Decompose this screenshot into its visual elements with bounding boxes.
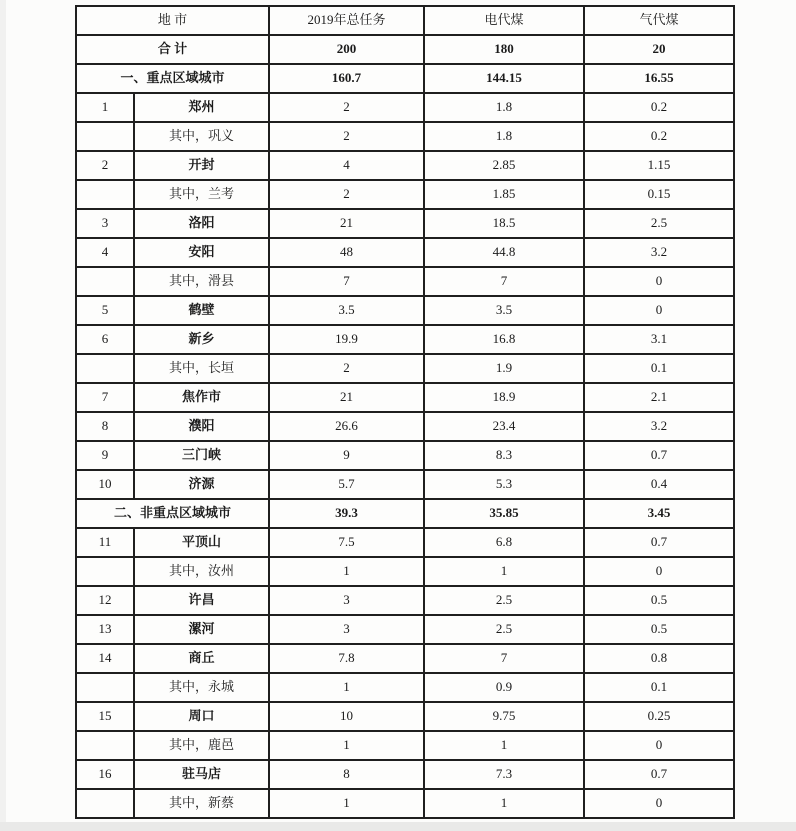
row-number: 11 <box>76 528 134 557</box>
value-gas: 2.5 <box>584 209 734 238</box>
value-gas: 1.15 <box>584 151 734 180</box>
table-row-section <box>76 64 734 93</box>
value-total-task: 1 <box>269 557 424 586</box>
row-number <box>76 180 134 209</box>
row-number: 2 <box>76 151 134 180</box>
table-row-city <box>76 412 734 441</box>
row-label: 一、重点区域城市 <box>76 64 269 93</box>
city-name: 鹤壁 <box>134 296 269 325</box>
value-electricity: 7.3 <box>424 760 584 789</box>
sub-region-name: 其中，永城 <box>134 673 269 702</box>
value-gas: 0.1 <box>584 673 734 702</box>
value-electricity: 1.85 <box>424 180 584 209</box>
value-gas: 0.5 <box>584 615 734 644</box>
row-number <box>76 789 134 818</box>
row-number: 9 <box>76 441 134 470</box>
city-name: 济源 <box>134 470 269 499</box>
table-row-city <box>76 441 734 470</box>
value-total-task: 39.3 <box>269 499 424 528</box>
row-number: 16 <box>76 760 134 789</box>
value-electricity: 2.5 <box>424 615 584 644</box>
city-name: 许昌 <box>134 586 269 615</box>
value-total-task: 2 <box>269 180 424 209</box>
table-row-sub <box>76 557 734 586</box>
table-row-sub <box>76 731 734 760</box>
value-electricity: 16.8 <box>424 325 584 354</box>
value-total-task: 26.6 <box>269 412 424 441</box>
value-gas: 0 <box>584 296 734 325</box>
scan-edge-bottom <box>0 822 796 831</box>
row-number: 3 <box>76 209 134 238</box>
value-electricity: 0.9 <box>424 673 584 702</box>
value-total-task: 3 <box>269 615 424 644</box>
sub-region-name: 其中，兰考 <box>134 180 269 209</box>
row-label: 合 计 <box>76 35 269 64</box>
table-row-city <box>76 615 734 644</box>
value-gas: 16.55 <box>584 64 734 93</box>
table-row-total <box>76 35 734 64</box>
table-row-city <box>76 470 734 499</box>
value-gas: 0 <box>584 557 734 586</box>
value-total-task: 2 <box>269 93 424 122</box>
row-number: 15 <box>76 702 134 731</box>
value-gas: 0 <box>584 789 734 818</box>
value-total-task: 1 <box>269 731 424 760</box>
value-electricity: 1 <box>424 731 584 760</box>
value-total-task: 21 <box>269 383 424 412</box>
value-gas: 3.1 <box>584 325 734 354</box>
value-electricity: 5.3 <box>424 470 584 499</box>
value-electricity: 7 <box>424 644 584 673</box>
column-header-total-task: 2019年总任务 <box>269 6 424 35</box>
table-row-city <box>76 644 734 673</box>
table-row-city <box>76 151 734 180</box>
value-total-task: 3.5 <box>269 296 424 325</box>
value-total-task: 200 <box>269 35 424 64</box>
value-electricity: 18.9 <box>424 383 584 412</box>
sub-region-name: 其中，巩义 <box>134 122 269 151</box>
value-electricity: 1 <box>424 789 584 818</box>
value-total-task: 7.8 <box>269 644 424 673</box>
table-row-sub <box>76 354 734 383</box>
table-row-city <box>76 760 734 789</box>
value-gas: 0 <box>584 731 734 760</box>
row-number <box>76 267 134 296</box>
value-gas: 0.8 <box>584 644 734 673</box>
value-electricity: 44.8 <box>424 238 584 267</box>
table-row-section <box>76 499 734 528</box>
value-total-task: 7 <box>269 267 424 296</box>
value-gas: 0.1 <box>584 354 734 383</box>
row-number: 8 <box>76 412 134 441</box>
city-name: 濮阳 <box>134 412 269 441</box>
value-gas: 3.2 <box>584 238 734 267</box>
coal-replacement-task-table <box>75 5 735 819</box>
row-number: 14 <box>76 644 134 673</box>
table-row-city <box>76 238 734 267</box>
city-name: 郑州 <box>134 93 269 122</box>
city-name: 漯河 <box>134 615 269 644</box>
sub-region-name: 其中，鹿邑 <box>134 731 269 760</box>
value-electricity: 7 <box>424 267 584 296</box>
city-name: 焦作市 <box>134 383 269 412</box>
value-electricity: 2.85 <box>424 151 584 180</box>
table-row-sub <box>76 789 734 818</box>
city-name: 新乡 <box>134 325 269 354</box>
table-row-city <box>76 528 734 557</box>
value-electricity: 9.75 <box>424 702 584 731</box>
value-gas: 20 <box>584 35 734 64</box>
value-gas: 0.15 <box>584 180 734 209</box>
value-total-task: 9 <box>269 441 424 470</box>
value-electricity: 18.5 <box>424 209 584 238</box>
value-total-task: 1 <box>269 673 424 702</box>
value-electricity: 144.15 <box>424 64 584 93</box>
city-name: 洛阳 <box>134 209 269 238</box>
sub-region-name: 其中，滑县 <box>134 267 269 296</box>
city-name: 开封 <box>134 151 269 180</box>
city-name: 平顶山 <box>134 528 269 557</box>
table-row-city <box>76 93 734 122</box>
value-electricity: 180 <box>424 35 584 64</box>
row-number: 12 <box>76 586 134 615</box>
value-total-task: 3 <box>269 586 424 615</box>
value-gas: 0.5 <box>584 586 734 615</box>
table-header-row <box>76 6 734 35</box>
value-total-task: 48 <box>269 238 424 267</box>
table-row-sub <box>76 673 734 702</box>
value-electricity: 6.8 <box>424 528 584 557</box>
table-row-city <box>76 383 734 412</box>
city-name: 三门峡 <box>134 441 269 470</box>
scan-edge-left <box>0 0 6 831</box>
value-electricity: 23.4 <box>424 412 584 441</box>
value-gas: 3.45 <box>584 499 734 528</box>
row-label: 二、非重点区域城市 <box>76 499 269 528</box>
value-electricity: 1.9 <box>424 354 584 383</box>
value-electricity: 8.3 <box>424 441 584 470</box>
table-row-city <box>76 325 734 354</box>
row-number: 4 <box>76 238 134 267</box>
table-row-city <box>76 209 734 238</box>
value-gas: 0.7 <box>584 441 734 470</box>
city-name: 驻马店 <box>134 760 269 789</box>
column-header-electricity: 电代煤 <box>424 6 584 35</box>
value-total-task: 2 <box>269 354 424 383</box>
city-name: 周口 <box>134 702 269 731</box>
value-electricity: 1.8 <box>424 93 584 122</box>
sub-region-name: 其中，长垣 <box>134 354 269 383</box>
row-number <box>76 673 134 702</box>
column-header-city: 地 市 <box>76 6 269 35</box>
value-total-task: 1 <box>269 789 424 818</box>
value-total-task: 10 <box>269 702 424 731</box>
sub-region-name: 其中，汝州 <box>134 557 269 586</box>
row-number: 1 <box>76 93 134 122</box>
value-gas: 0 <box>584 267 734 296</box>
value-total-task: 21 <box>269 209 424 238</box>
value-total-task: 5.7 <box>269 470 424 499</box>
table-row-sub <box>76 267 734 296</box>
column-header-gas: 气代煤 <box>584 6 734 35</box>
value-total-task: 19.9 <box>269 325 424 354</box>
row-number: 7 <box>76 383 134 412</box>
table-row-city <box>76 296 734 325</box>
value-total-task: 2 <box>269 122 424 151</box>
value-gas: 0.2 <box>584 93 734 122</box>
value-electricity: 2.5 <box>424 586 584 615</box>
city-name: 安阳 <box>134 238 269 267</box>
value-gas: 0.2 <box>584 122 734 151</box>
city-name: 商丘 <box>134 644 269 673</box>
table-row-sub <box>76 180 734 209</box>
table-row-sub <box>76 122 734 151</box>
value-total-task: 160.7 <box>269 64 424 93</box>
value-electricity: 1 <box>424 557 584 586</box>
sub-region-name: 其中，新蔡 <box>134 789 269 818</box>
value-gas: 0.4 <box>584 470 734 499</box>
row-number <box>76 354 134 383</box>
row-number: 13 <box>76 615 134 644</box>
row-number <box>76 557 134 586</box>
table-row-city <box>76 586 734 615</box>
row-number <box>76 731 134 760</box>
value-total-task: 4 <box>269 151 424 180</box>
value-electricity: 3.5 <box>424 296 584 325</box>
value-gas: 3.2 <box>584 412 734 441</box>
value-gas: 0.7 <box>584 760 734 789</box>
row-number <box>76 122 134 151</box>
value-total-task: 7.5 <box>269 528 424 557</box>
value-total-task: 8 <box>269 760 424 789</box>
row-number: 6 <box>76 325 134 354</box>
value-electricity: 35.85 <box>424 499 584 528</box>
table-row-city <box>76 702 734 731</box>
value-gas: 2.1 <box>584 383 734 412</box>
row-number: 10 <box>76 470 134 499</box>
value-electricity: 1.8 <box>424 122 584 151</box>
row-number: 5 <box>76 296 134 325</box>
value-gas: 0.7 <box>584 528 734 557</box>
value-gas: 0.25 <box>584 702 734 731</box>
